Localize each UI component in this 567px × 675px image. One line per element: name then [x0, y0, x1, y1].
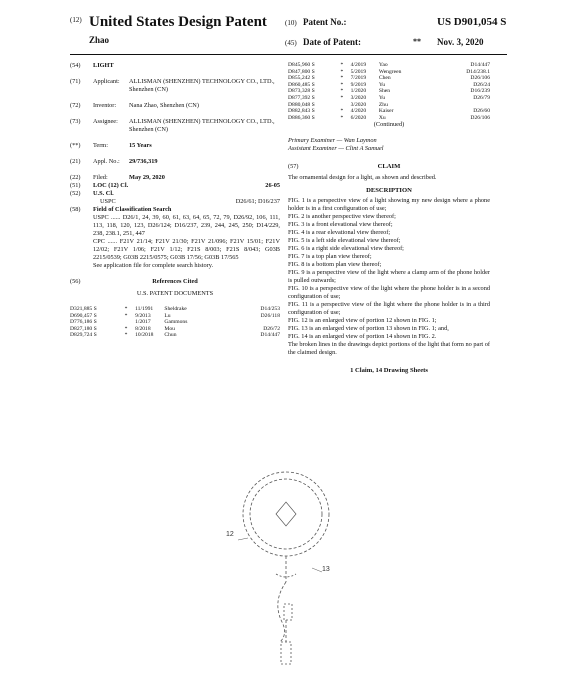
ref-star: * — [340, 68, 344, 75]
ref-name: Xu — [378, 114, 386, 121]
uspc-label: USPC — [100, 198, 116, 205]
header-rule — [70, 54, 507, 55]
ref-star: * — [340, 114, 344, 121]
search-cpc: CPC ...... F21V 21/14; F21V 21/30; F21V 21/096; F21V 15/01; F21V 12/02; F21V 1/06; F21V 1/12; F21S 8/003; F21S 8/043; G03B 2215/0539; G03B 2215/0575; G03B 17/56; G03B 17/565 — [93, 238, 280, 261]
design-title: LIGHT — [93, 62, 114, 69]
applicant-value: ALLISMAN (SHENZHEN) TECHNOLOGY CO., LTD., Shenzhen (CN) — [129, 78, 275, 93]
ref-star — [341, 102, 351, 109]
ref-class: D14/238.1 — [466, 68, 490, 75]
ref-name: Chun — [164, 332, 177, 339]
ref-star: * — [340, 94, 344, 101]
claim-text: The ornamental design for a light, as shown and described. — [288, 174, 437, 182]
description-line: FIG. 12 is an enlarged view of portion 12 shown in FIG. 1; — [288, 317, 437, 325]
ref-class: D26/106 — [470, 75, 490, 82]
ref-number: D877,392 S — [288, 94, 315, 101]
reference-row — [288, 82, 490, 89]
patent-date: Nov. 3, 2020 — [437, 37, 484, 47]
ref-name: Zhu — [378, 101, 388, 108]
ref-date: 9/2013 — [135, 312, 151, 319]
filed-value: May 29, 2020 — [129, 174, 165, 181]
ref-class: D26/79 — [473, 94, 490, 101]
inid-code: (71) — [70, 78, 81, 85]
ref-number: D847,800 S — [288, 68, 315, 75]
ref-name: Yao — [378, 62, 388, 68]
ref-class: D26/72 — [263, 325, 280, 332]
inid-code: (51) — [70, 182, 81, 189]
code-45: (45) — [285, 39, 297, 47]
ref-star: * — [124, 312, 128, 319]
reference-row — [70, 306, 280, 313]
field-references — [70, 278, 280, 286]
ref-class: D26/60 — [473, 108, 490, 115]
ref-name: Yu — [378, 81, 386, 88]
description-line: FIG. 14 is an enlarged view of portion 14 shown in FIG. 2. — [288, 333, 437, 341]
patent-number-row — [303, 16, 507, 28]
reference-row — [288, 115, 490, 122]
inid-code: (52) — [70, 190, 81, 197]
ref-name: Sheldrake — [164, 306, 187, 312]
ref-star: * — [124, 332, 128, 339]
inid-code: (54) — [70, 62, 81, 69]
patent-header — [70, 12, 507, 52]
ref-star: * — [340, 75, 344, 82]
ref-class — [446, 102, 490, 109]
reference-row — [70, 319, 280, 326]
us-patent-docs-heading: U.S. PATENT DOCUMENTS — [136, 290, 214, 297]
patent-date-label: Date of Patent: — [303, 37, 361, 47]
figure-label-12: 12 — [226, 531, 234, 538]
ref-class: D14/447 — [260, 332, 280, 339]
inid-code: (58) — [70, 206, 81, 213]
field-assignee — [70, 118, 280, 134]
applicant-label: Applicant: — [93, 78, 120, 85]
assignee-label: Assignee: — [93, 118, 118, 125]
ref-name: Yu — [378, 94, 386, 101]
term-value: 15 Years — [129, 142, 152, 149]
ref-number: D827,180 S — [70, 325, 97, 332]
loc-value: 26-05 — [265, 182, 280, 189]
reference-row — [288, 62, 490, 69]
ref-number: D845,960 S — [288, 62, 315, 68]
reference-row — [70, 326, 280, 333]
assignee-value: ALLISMAN (SHENZHEN) TECHNOLOGY CO., LTD., Shenzhen (CN) — [129, 118, 275, 133]
term-label: Term: — [93, 142, 108, 149]
reference-row — [288, 108, 490, 115]
search-note: See application file for complete search history. — [93, 262, 214, 269]
ref-class: D14/447 — [470, 62, 490, 68]
patent-number-label: Patent No.: — [303, 17, 347, 27]
field-title — [70, 62, 280, 70]
search-label: Field of Classification Search — [93, 206, 172, 213]
description-line: FIG. 6 is a right side elevational view thereof; — [288, 245, 404, 253]
field-filed — [70, 174, 280, 182]
inventor-short: Zhao — [89, 35, 110, 45]
claim-heading: CLAIM — [377, 163, 401, 171]
ref-name: Lu — [164, 312, 171, 319]
ref-class: D26/106 — [470, 114, 490, 121]
references-table-continued — [288, 62, 490, 121]
reference-row — [288, 102, 490, 109]
ref-class: D16/239 — [470, 88, 490, 95]
ref-date: 8/2018 — [135, 325, 151, 332]
inid-code: (22) — [70, 174, 81, 181]
ref-date: 6/2020 — [350, 114, 367, 121]
field-applicant — [70, 78, 280, 94]
description-line: FIG. 13 is an enlarged view of portion 13 shown in FIG. 1; and, — [288, 325, 449, 333]
ref-name: Shen — [378, 88, 391, 95]
reference-row — [70, 332, 280, 339]
ref-number: D882,843 S — [288, 108, 315, 115]
ref-date: 10/2018 — [135, 332, 154, 339]
ref-date: 9/2019 — [350, 81, 367, 88]
references-table — [70, 306, 280, 339]
ref-class: D14/253 — [260, 306, 280, 312]
reference-row — [288, 75, 490, 82]
appl-no-label: Appl. No.: — [93, 158, 120, 165]
us-cl-label: U.S. Cl. — [93, 190, 114, 197]
ref-date: 11/1991 — [135, 306, 154, 312]
inid-code: (72) — [70, 102, 81, 109]
field-appl-no — [70, 158, 280, 166]
ref-date: 3/2020 — [350, 101, 367, 108]
inid-code: (73) — [70, 118, 81, 125]
description-line: FIG. 4 is a rear elevational view thereof; — [288, 229, 391, 237]
ref-date: 5/2019 — [350, 68, 367, 75]
ref-number: D873,328 S — [288, 88, 315, 95]
ref-star — [125, 319, 136, 326]
field-search — [70, 206, 280, 214]
ref-name: Wengreen — [378, 68, 402, 75]
ref-name: Gammons — [164, 319, 188, 326]
ref-star: * — [340, 108, 344, 115]
ref-number: D829,724 S — [70, 332, 97, 339]
field-inventor — [70, 102, 280, 110]
ref-star: * — [124, 306, 128, 312]
ring-light-drawing — [180, 470, 380, 670]
inid-code: (57) — [288, 163, 299, 171]
inid-code: (21) — [70, 158, 81, 165]
inid-code: (**) — [70, 142, 81, 149]
inid-code: (56) — [70, 278, 81, 285]
code-12: (12) — [70, 16, 82, 24]
inventor-label: Inventor: — [93, 102, 117, 109]
bibliographic-column — [70, 62, 280, 339]
appl-no-value: 29/736,319 — [129, 158, 158, 165]
ref-number: D321,885 S — [70, 306, 97, 312]
description-line: FIG. 3 is a front elevational view thereof; — [288, 221, 393, 229]
date-stars: ** — [413, 37, 421, 46]
ref-date: 1/2020 — [350, 88, 367, 95]
inventor-value: Nana Zhao, Shenzhen (CN) — [129, 102, 199, 109]
ref-number: D855,242 S — [288, 75, 315, 82]
description-line: FIG. 8 is a bottom plan view thereof; — [288, 261, 382, 269]
references-label: References Cited — [152, 278, 198, 285]
ref-date: 4/2019 — [350, 62, 367, 68]
uspc-value: D26/61; D16/237 — [235, 198, 280, 205]
ref-name: Mou — [164, 325, 175, 332]
description-heading: DESCRIPTION — [366, 187, 412, 195]
ref-date: 7/2019 — [350, 75, 367, 82]
description-body — [288, 197, 490, 357]
claim-heading-row — [288, 163, 490, 171]
patent-date-row — [303, 37, 484, 47]
description-line: FIG. 10 is a perspective view of the light where the phone holder is in a second configuration of use; — [288, 285, 490, 301]
ref-number: D860,485 S — [288, 81, 315, 88]
code-10: (10) — [285, 19, 297, 27]
field-us-cl — [70, 190, 280, 198]
description-line: FIG. 7 is a top plan view thereof; — [288, 253, 372, 261]
ref-name: Kaiser — [378, 108, 394, 115]
field-uspc — [70, 198, 280, 206]
search-uspc: USPC ...... D26/1, 24, 39, 60, 61, 63, 64, 65, 72, 79, D26/92, 106, 111, 113, 118, 120, 123, D26/124; D16/237, 239, 244, 245, 250; D14/229, 238, 238.1, 251, 447 — [93, 214, 280, 237]
ref-date: 1/2017 — [135, 319, 151, 326]
claim-column — [288, 62, 490, 377]
description-line: FIG. 9 is a perspective view of the light where a clamp arm of the phone holder is pulled outwards; — [288, 269, 490, 285]
field-loc — [70, 182, 280, 190]
description-line: FIG. 1 is a perspective view of a light showing my new design where a phone holder is in a first configuration of use; — [288, 197, 490, 213]
description-line: FIG. 5 is a left side elevational view thereof; — [288, 237, 401, 245]
ref-class — [234, 319, 280, 326]
reference-row — [288, 69, 490, 76]
ref-star: * — [340, 88, 344, 95]
figure-label-13: 13 — [322, 566, 330, 573]
ring-light-outline — [238, 472, 329, 664]
patent-type-title: United States Design Patent — [89, 14, 267, 30]
primary-examiner: Primary Examiner — Wan Laymon — [288, 137, 377, 145]
ref-name: Chen — [378, 75, 391, 82]
reference-row — [288, 95, 490, 102]
description-line: The broken lines in the drawings depict portions of the light that form no part of the claimed design. — [288, 341, 490, 357]
ref-star: * — [340, 81, 344, 88]
filed-label: Filed: — [93, 174, 108, 181]
ref-class: D26/118 — [260, 312, 280, 319]
reference-row — [70, 313, 280, 320]
reference-row — [288, 88, 490, 95]
ref-class: D26/24 — [473, 81, 490, 88]
loc-label: LOC (12) Cl. — [93, 182, 129, 189]
ref-number: D776,186 S — [70, 319, 97, 326]
ref-star: * — [124, 325, 128, 332]
ref-date: 4/2020 — [350, 108, 367, 115]
continued-label: (Continued) — [373, 121, 405, 129]
claims-sheets-count: 1 Claim, 14 Drawing Sheets — [350, 367, 428, 375]
ref-number: D690,457 S — [70, 312, 97, 319]
description-line: FIG. 2 is another perspective view thereof; — [288, 213, 396, 221]
description-line: FIG. 11 is a perspective view of the light where the phone holder is in a third configuration of use; — [288, 301, 490, 317]
assistant-examiner: Assistant Examiner — Clint A Samuel — [288, 145, 384, 153]
ref-date: 3/2020 — [350, 94, 367, 101]
ref-number: D886,360 S — [288, 114, 315, 121]
ref-number: D880,048 S — [288, 101, 315, 108]
ref-star: * — [340, 62, 344, 68]
field-term — [70, 142, 280, 150]
patent-number: US D901,054 S — [437, 16, 507, 28]
